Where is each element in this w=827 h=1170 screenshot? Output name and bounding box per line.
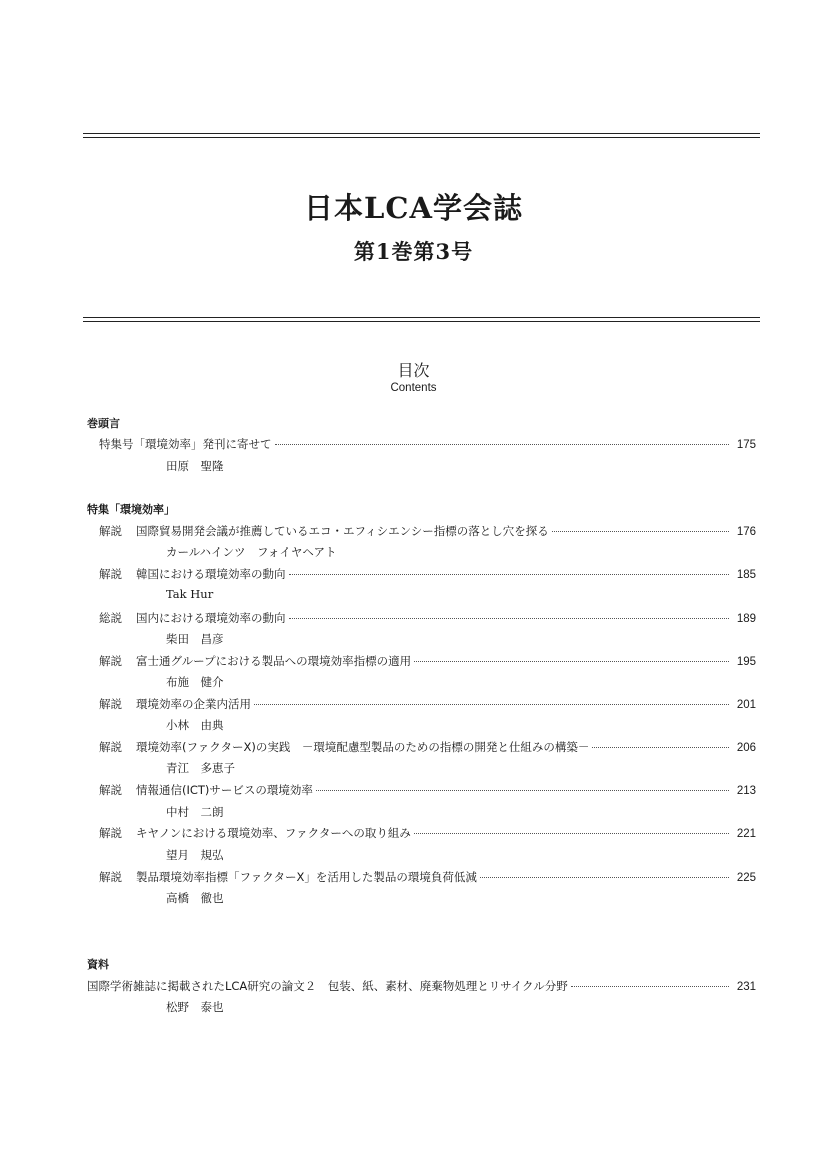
- entry-title: 国際学術雑誌に掲載されたLCA研究の論文２ 包装、紙、素材、廃棄物処理とリサイクル分野: [87, 979, 568, 993]
- entry-page: 201: [736, 699, 756, 711]
- entry-author: 高橋 徹也: [166, 891, 224, 905]
- entry-category: 解説: [99, 740, 122, 754]
- entry-title: 環境効率(ファクターX)の実践 －環境配慮型製品のための指標の開発と仕組みの構築－: [136, 740, 590, 754]
- entry-page: 185: [736, 569, 756, 581]
- dot-leader: [316, 790, 729, 791]
- entry-author: 小林 由典: [166, 718, 224, 732]
- toc-entry[interactable]: [87, 978, 756, 994]
- dot-leader: [414, 833, 729, 834]
- entry-page: 176: [736, 526, 756, 538]
- entry-category: 総説: [99, 611, 122, 625]
- toc-entry[interactable]: [99, 653, 756, 669]
- entry-title: 特集号「環境効率」発刊に寄せて: [99, 437, 272, 451]
- entry-page: 175: [736, 439, 756, 451]
- entry-category: 解説: [99, 524, 122, 538]
- toc-entry[interactable]: [99, 696, 756, 712]
- toc-entry[interactable]: [99, 566, 756, 582]
- entry-author: Tak Hur: [166, 587, 214, 601]
- entry-author: 田原 聖隆: [166, 459, 224, 473]
- dot-leader: [289, 618, 729, 619]
- entry-title: 富士通グループにおける製品への環境効率指標の適用: [136, 654, 412, 668]
- entry-category: 解説: [99, 567, 122, 581]
- entry-title: 製品環境効率指標「ファクターX」を活用した製品の環境負荷低減: [136, 870, 477, 884]
- entry-page: 206: [736, 742, 756, 754]
- entry-author: カールハインツ フォイヤヘアト: [166, 545, 337, 559]
- entry-page: 225: [736, 872, 756, 884]
- entry-author: 中村 二朗: [166, 805, 224, 819]
- section-heading: 資料: [87, 958, 109, 971]
- entry-title: キヤノンにおける環境効率、ファクターへの取り組み: [136, 826, 411, 840]
- toc-entry[interactable]: [99, 782, 756, 798]
- entry-author: 松野 泰也: [166, 1000, 224, 1014]
- entry-title: 情報通信(ICT)サービスの環境効率: [136, 783, 313, 797]
- toc-entry[interactable]: [99, 523, 756, 539]
- dot-leader: [289, 574, 729, 575]
- entry-author: 布施 健介: [166, 675, 224, 689]
- dot-leader: [275, 444, 729, 445]
- entry-author: 青江 多恵子: [166, 761, 235, 775]
- issue-number: 第1巻第3号: [353, 239, 474, 264]
- toc-entry[interactable]: [99, 825, 756, 841]
- entry-author: 望月 規弘: [166, 848, 224, 862]
- section-heading: 巻頭言: [87, 417, 120, 430]
- entry-title: 国際貿易開発会議が推薦しているエコ・エフィシエンシー指標の落とし穴を探る: [136, 524, 549, 538]
- entry-page: 213: [736, 785, 756, 797]
- entry-category: 解説: [99, 654, 122, 668]
- entry-author: 柴田 昌彦: [166, 632, 224, 646]
- entry-category: 解説: [99, 783, 122, 797]
- dot-leader: [571, 986, 729, 987]
- dot-leader: [254, 704, 729, 705]
- entry-page: 195: [736, 656, 756, 668]
- toc-entry[interactable]: [99, 739, 756, 755]
- entry-page: 231: [736, 981, 756, 993]
- dot-leader: [592, 747, 728, 748]
- top-double-rule: [83, 133, 760, 138]
- toc-entry[interactable]: [99, 869, 756, 885]
- toc-subtitle: Contents: [390, 382, 437, 394]
- entry-category: 解説: [99, 826, 122, 840]
- dot-leader: [414, 661, 729, 662]
- toc-title: 目次: [397, 361, 430, 380]
- entry-title: 環境効率の企業内活用: [136, 697, 251, 711]
- entry-category: 解説: [99, 870, 122, 884]
- toc-entry[interactable]: [99, 436, 756, 452]
- section-heading: 特集「環境効率」: [87, 503, 175, 516]
- dot-leader: [552, 531, 729, 532]
- entry-title: 韓国における環境効率の動向: [136, 567, 286, 581]
- entry-page: 221: [736, 828, 756, 840]
- entry-category: 解説: [99, 697, 122, 711]
- bottom-double-rule: [83, 317, 760, 322]
- entry-page: 189: [736, 613, 756, 625]
- entry-title: 国内における環境効率の動向: [136, 611, 286, 625]
- toc-entry[interactable]: [99, 610, 756, 626]
- dot-leader: [480, 877, 729, 878]
- journal-title: 日本LCA学会誌: [304, 191, 523, 225]
